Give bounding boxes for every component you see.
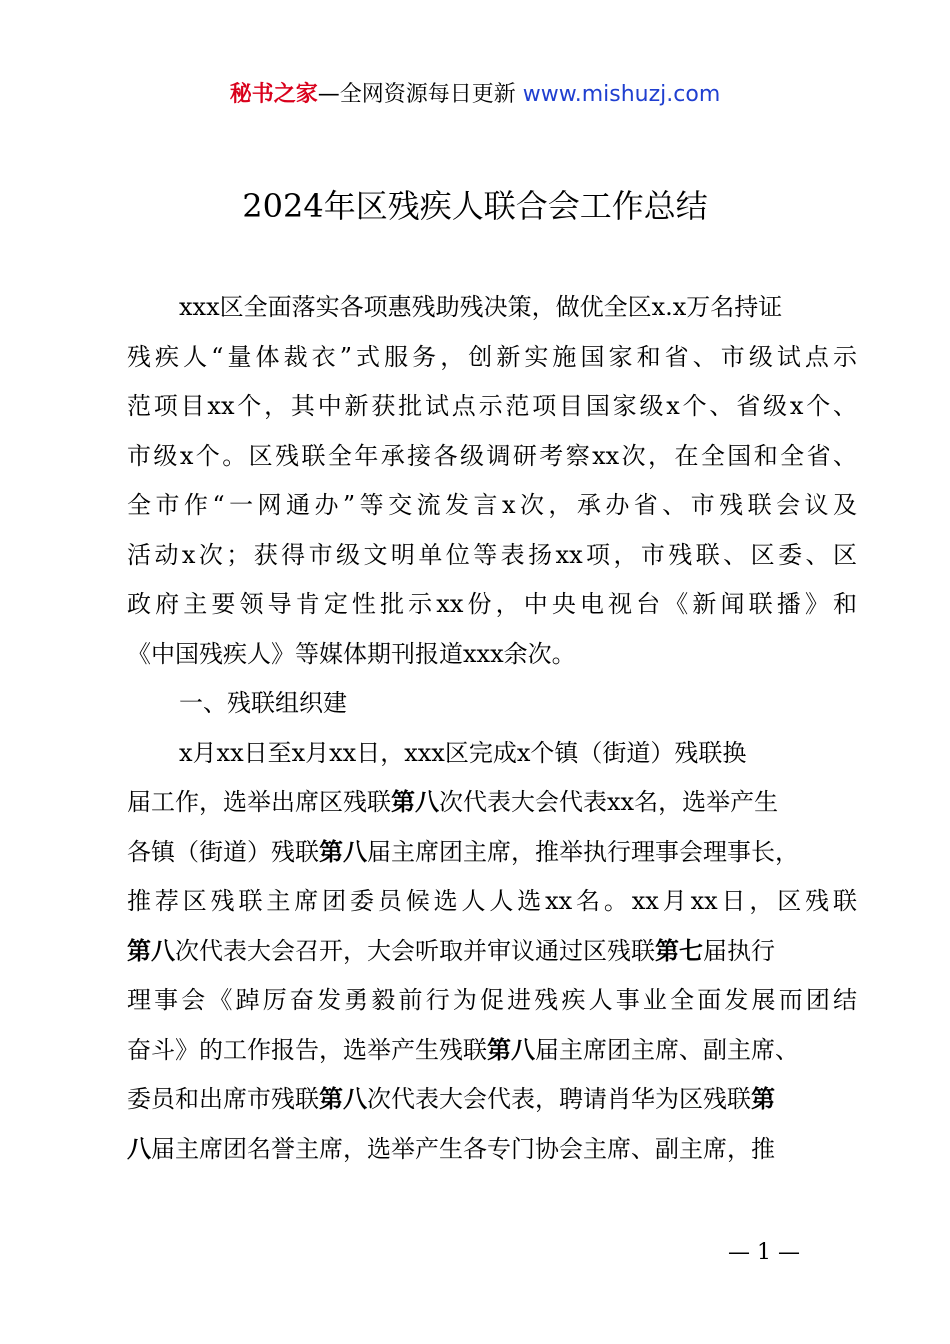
paragraph-line <box>127 1125 857 1175</box>
paragraph-line: xxx区全面落实各项惠残助残决策，做优全区x.x万名持证 <box>179 293 783 321</box>
page-number: — 1 — <box>728 1240 800 1265</box>
paragraph-line: 活动x次；获得市级文明单位等表扬xx项，市残联、区委、区 <box>127 540 857 569</box>
section-heading: 一、残联组织建 <box>179 689 347 717</box>
text-run: 次代表大会代表，聘请肖华为区残联 <box>367 1085 751 1113</box>
paragraph-line: 《中国残疾人》等媒体期刊报道xxx余次。 <box>127 639 576 668</box>
text-run: 次代表大会代表xx名，选举产生 <box>439 788 779 816</box>
paragraph-line: 范项目xx个，其中新获批试点示范项目国家级x个、省级x个、 <box>127 392 857 420</box>
bold-text: 第八 <box>391 788 439 816</box>
text-run: 届主席团主席，推举执行理事会理事长， <box>367 837 799 866</box>
document-body <box>127 283 857 1174</box>
paragraph-line: 理事会《踔厉奋发勇毅前行为促进残疾人事业全面发展而团结 <box>127 986 857 1014</box>
site-banner <box>0 80 950 110</box>
banner-url-link[interactable]: www.mishuzj.com <box>522 82 721 107</box>
text-run: 届工作，选举出席区残联 <box>127 788 391 816</box>
paragraph-line: 推荐区残联主席团委员候选人人选xx名。xx月xx日，区残联 <box>127 887 857 915</box>
paragraph-line <box>127 927 857 977</box>
document-title: 2024年区残疾人联合会工作总结 <box>242 187 708 225</box>
text-run: 委员和出席市残联 <box>127 1085 319 1113</box>
text-run: 届主席团名誉主席，选举产生各专门协会主席、副主席，推 <box>151 1134 775 1163</box>
paragraph-line: 残疾人“量体裁衣”式服务，创新实施国家和省、市级试点示 <box>127 342 857 371</box>
text-run: 各镇（街道）残联 <box>127 837 319 866</box>
bold-text: 第八 <box>487 1035 535 1064</box>
text-run: 次代表大会召开，大会听取并审议通过区残联 <box>175 936 655 965</box>
bold-text: 第八 <box>319 837 367 866</box>
text-run: 届执行 <box>703 936 775 965</box>
bold-text: 第七 <box>655 936 703 965</box>
paragraph-line: 市级x个。区残联全年承接各级调研考察xx次，在全国和全省、 <box>127 441 857 470</box>
paragraph-line: 政府主要领导肯定性批示xx份，中央电视台《新闻联播》和 <box>127 590 857 618</box>
text-run: 奋斗》的工作报告，选举产生残联 <box>127 1035 487 1064</box>
banner-tagline: —全网资源每日更新 <box>317 82 516 107</box>
paragraph-line: 全市作“一网通办”等交流发言x次，承办省、市残联会议及 <box>127 491 857 519</box>
paragraph-line <box>127 1075 857 1125</box>
paragraph-line <box>127 828 857 878</box>
paragraph-line <box>127 1026 857 1076</box>
bold-text: 第八 <box>127 936 175 965</box>
paragraph-line: x月xx日至x月xx日，xxx区完成x个镇（街道）残联换 <box>179 738 747 767</box>
text-run: 届主席团主席、副主席、 <box>535 1035 799 1064</box>
bold-text: 八 <box>127 1134 151 1163</box>
bold-text: 第八 <box>319 1085 367 1113</box>
paragraph-line <box>127 778 857 828</box>
bold-text: 第 <box>751 1085 775 1113</box>
banner-brand: 秘书之家 <box>229 82 318 107</box>
